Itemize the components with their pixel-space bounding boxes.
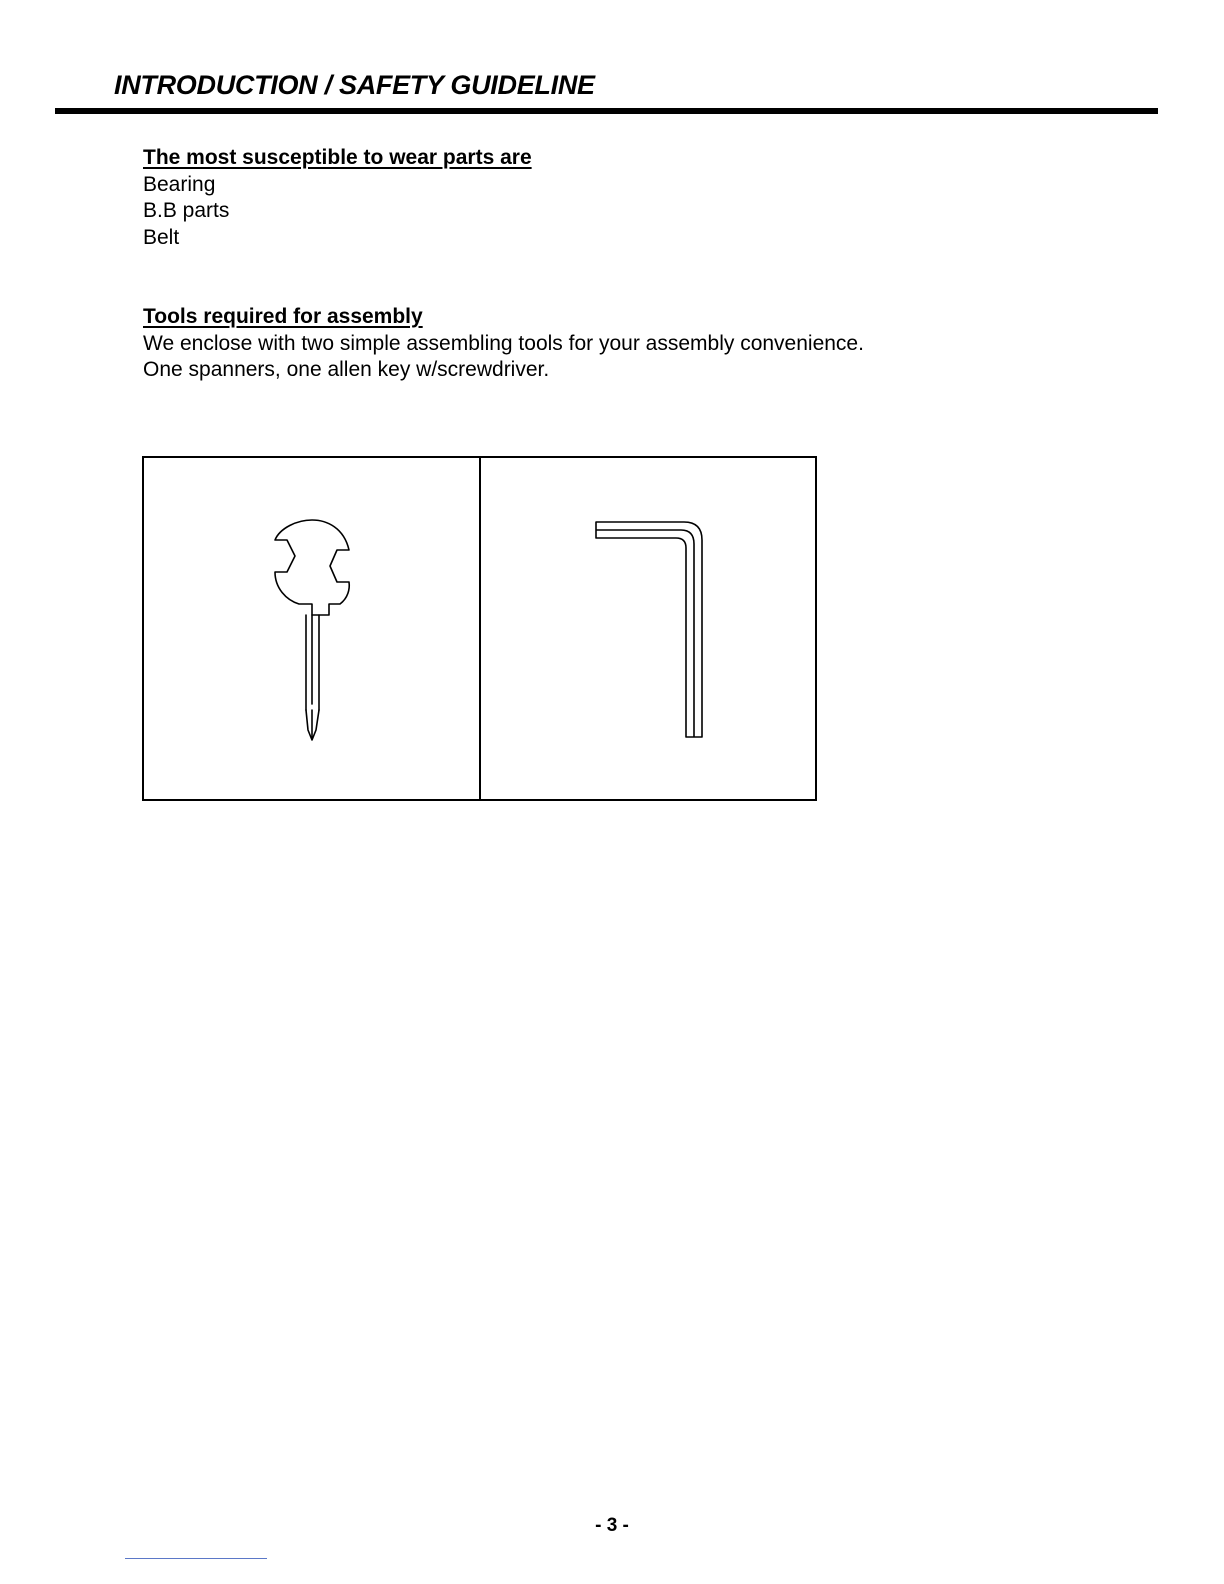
wear-part-item: Bearing xyxy=(143,172,216,196)
spanner-cell xyxy=(144,458,479,799)
tools-figure xyxy=(142,456,817,801)
tools-heading: Tools required for assembly xyxy=(143,305,423,328)
page-title: INTRODUCTION / SAFETY GUIDELINE xyxy=(114,70,595,100)
wear-parts-section xyxy=(143,145,532,251)
tools-section xyxy=(143,304,864,384)
allen-key-icon xyxy=(481,458,816,799)
footer-divider xyxy=(125,1558,267,1559)
header-divider xyxy=(55,108,1158,114)
allen-key-cell xyxy=(479,458,816,799)
page-number: - 3 - xyxy=(595,1515,629,1536)
wear-part-item: B.B parts xyxy=(143,199,230,222)
spanner-screwdriver-icon xyxy=(144,458,479,799)
wear-parts-heading: The most susceptible to wear parts are xyxy=(143,146,532,169)
tools-description-line: We enclose with two simple assembling tools for your assembly convenience. xyxy=(143,331,864,355)
wear-part-item: Belt xyxy=(143,225,180,249)
tools-description-line: One spanners, one allen key w/screwdriver. xyxy=(143,358,550,381)
